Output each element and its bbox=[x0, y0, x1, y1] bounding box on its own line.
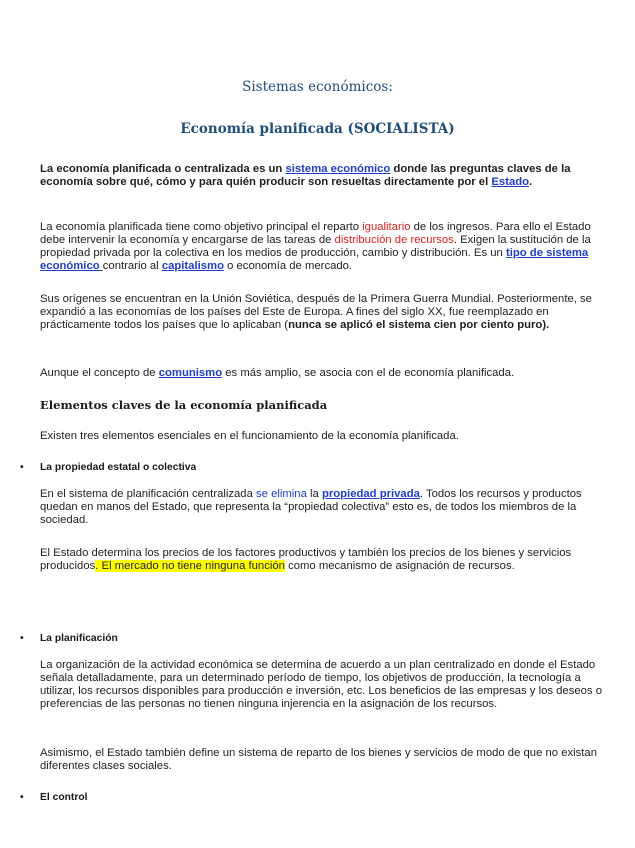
bullet-label: La propiedad estatal o colectiva bbox=[40, 462, 197, 473]
bullet-label: El control bbox=[40, 792, 88, 803]
link-comunismo[interactable]: comunismo bbox=[158, 367, 223, 379]
link-sistema-economico[interactable]: sistema económico bbox=[285, 163, 391, 175]
paragraph-organizacion: La organización de la actividad económica se determina de acuerdo a un plan centralizado en donde el Estado señala detalladamente, para un determinado período de tiempo, los objetivos de producción, la tecnología a utilizar, los recursos disponibles para producción e inversión, etc. Los beneficios de las empresas y los deseos o preferencias de las personas no tienen ninguna injerencia en la asignación de los recursos. bbox=[40, 659, 603, 710]
paragraph-text: como mecanismo de asignación de recursos. bbox=[284, 560, 515, 572]
bold-text: nunca se aplicó el sistema cien por ciento puro). bbox=[288, 319, 550, 331]
paragraph-text: Sus orígenes se encuentran en la Unión Soviética, después de la Primera Guerra Mundial. Posteriormente, se expandió a las economías de los países del Este de Europa. A fines del siglo XX, fue reemplazado en prácticamente todos los países que lo aplicaban ( bbox=[40, 293, 592, 331]
bullet-label: La planificación bbox=[40, 633, 118, 644]
link-tipo-sistema-economico[interactable]: tipo de sistema económico bbox=[40, 247, 589, 272]
intro-text: donde las preguntas claves de la economía sobre qué, cómo y para quién producir son resueltas directamente por el bbox=[40, 163, 571, 188]
blue-text-se-elimina: se elimina bbox=[256, 488, 307, 500]
paragraph-text: El Estado determina los precios de los factores productivos y también los precios de los bienes y servicios producidos bbox=[40, 547, 572, 572]
paragraph-text: . Todos los recursos y productos quedan en manos del Estado, que representa la “propiedad colectiva” esto es, de todos los miembros de la sociedad. bbox=[40, 488, 582, 526]
bullet-control bbox=[20, 792, 87, 803]
bullet-icon: • bbox=[20, 633, 24, 644]
paragraph-objetivo bbox=[40, 221, 612, 273]
intro-text: La economía planificada o centralizada es un bbox=[40, 163, 286, 175]
bullet-propiedad bbox=[20, 462, 196, 473]
paragraph-precios bbox=[40, 547, 612, 573]
document-subtitle: Economía planificada (SOCIALISTA) bbox=[180, 121, 455, 137]
paragraph-origenes bbox=[40, 293, 612, 332]
highlighted-text: . El mercado no tiene ninguna función bbox=[95, 560, 285, 572]
paragraph-text: . Exigen la sustitución de la propiedad privada por la colectiva en los medios de producción, cambio y distribución. Es un bbox=[40, 234, 591, 259]
intro-paragraph bbox=[40, 163, 612, 189]
red-text-igualitario: igualitario bbox=[362, 221, 411, 233]
link-estado[interactable]: Estado bbox=[491, 176, 530, 188]
paragraph-text: es más amplio, se asocia con el de economía planificada. bbox=[222, 367, 515, 379]
link-propiedad-privada[interactable]: propiedad privada bbox=[321, 488, 420, 500]
red-text-distribucion: distribución de recursos bbox=[334, 234, 454, 246]
document-title: Sistemas económicos: bbox=[242, 79, 393, 95]
paragraph-text: En el sistema de planificación centralizada bbox=[40, 488, 257, 500]
bullet-icon: • bbox=[20, 792, 24, 803]
paragraph-elementos: Existen tres elementos esenciales en el funcionamiento de la economía planificada. bbox=[40, 430, 459, 442]
paragraph-text: o economía de mercado. bbox=[223, 260, 353, 272]
paragraph-text: La economía planificada tiene como objetivo principal el reparto bbox=[40, 221, 363, 233]
paragraph-comunismo bbox=[40, 367, 612, 380]
paragraph-text: de los ingresos. Para ello el Estado debe intervenir la economía y encargarse de las tareas de bbox=[40, 221, 591, 246]
paragraph-text: contrario al bbox=[102, 260, 162, 272]
section-heading: Elementos claves de la economía planificada bbox=[40, 398, 328, 412]
intro-text: . bbox=[529, 176, 533, 188]
paragraph-text: Aunque el concepto de bbox=[40, 367, 159, 379]
bullet-icon: • bbox=[20, 462, 24, 473]
paragraph-reparto: Asimismo, el Estado también define un sistema de reparto de los bienes y servicios de modo de que no existan diferentes clases sociales. bbox=[40, 747, 597, 772]
link-capitalismo[interactable]: capitalismo bbox=[161, 260, 224, 272]
paragraph-planificacion-centralizada bbox=[40, 488, 612, 527]
bullet-planificacion bbox=[20, 633, 118, 644]
paragraph-text: la bbox=[306, 488, 322, 500]
